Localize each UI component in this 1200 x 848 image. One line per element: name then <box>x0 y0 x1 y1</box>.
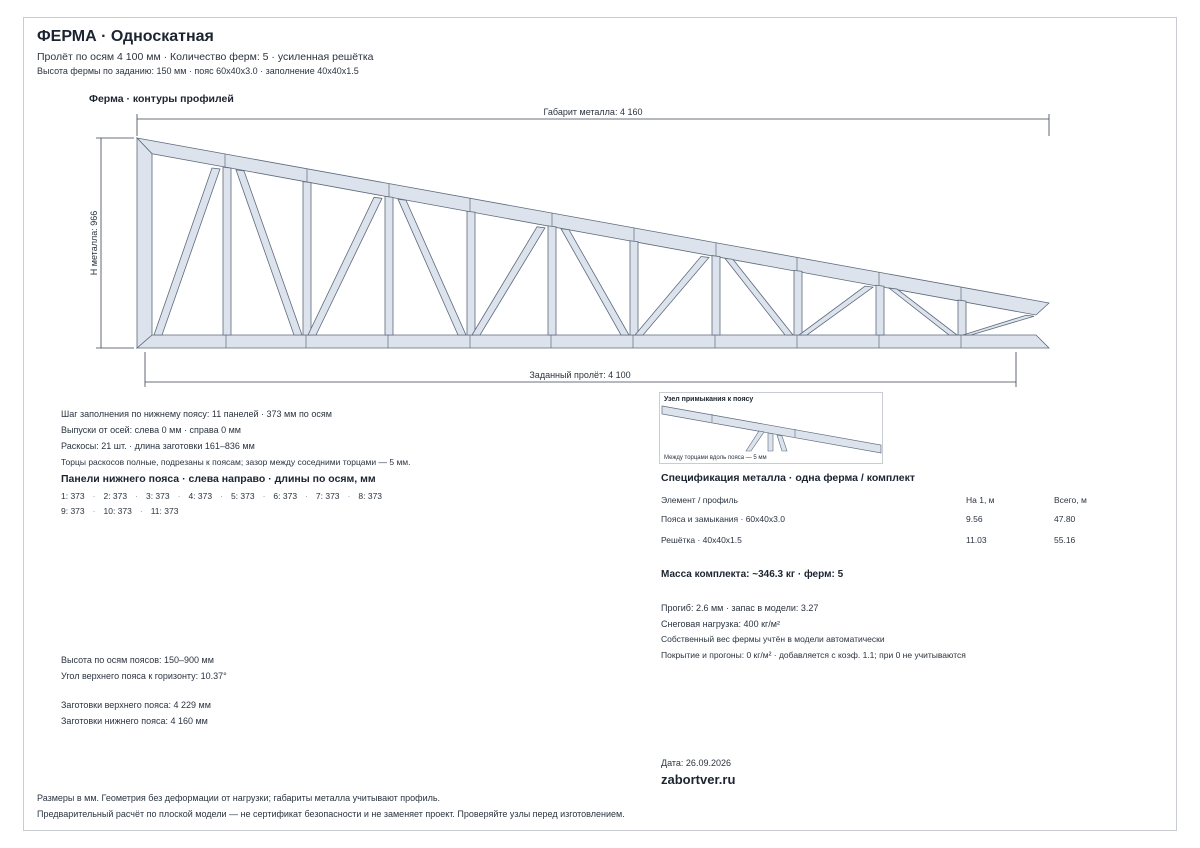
top-chord-angle: Угол верхнего пояса к горизонту: 10.37° <box>61 671 227 681</box>
diagonal-member <box>635 256 709 335</box>
panel-length: 4: 373 <box>188 491 213 501</box>
vertical-member <box>223 167 231 335</box>
vertical-member <box>385 196 393 335</box>
dim-left-label: Н металла: 966 <box>89 210 99 276</box>
table-row <box>661 508 1101 529</box>
vertical-member <box>958 300 966 335</box>
bottom-chord <box>137 335 1049 348</box>
footer-note-disclaimer: Предварительный расчёт по плоской модели — не сертификат безопасности и не заменяет проект. Проверяйте узлы перед изготовлением. <box>37 809 625 819</box>
diagonal-member <box>799 286 873 335</box>
panel-length: 5: 373 <box>230 491 255 501</box>
truss-drawing <box>0 0 1200 400</box>
table-row <box>661 529 1101 550</box>
separator: · <box>305 491 308 501</box>
self-weight-note: Собственный вес фермы учтён в модели автоматически <box>661 634 885 644</box>
vertical-member <box>794 270 802 335</box>
chord-heights: Высота по осям поясов: 150–900 мм <box>61 655 214 665</box>
page-title: ФЕРМА · Односкатная <box>37 28 214 45</box>
separator: · <box>262 491 266 501</box>
spec-cell: 55.16 <box>1054 534 1076 545</box>
vertical-member <box>630 241 638 335</box>
truss-members <box>137 138 1049 348</box>
diagonal-member <box>472 227 545 335</box>
separator: · <box>139 506 143 516</box>
separator: · <box>92 506 96 516</box>
spec-cell: Пояса и замыкания · 60x40x3.0 <box>661 513 785 524</box>
separator: · <box>177 491 181 501</box>
spec-cell: 9.56 <box>966 513 983 524</box>
panels-row-1 <box>61 489 382 504</box>
snow-load: Снеговая нагрузка: 400 кг/м² <box>661 619 780 629</box>
panels-row-2 <box>61 504 382 519</box>
diagonal-member <box>398 199 466 335</box>
end-post <box>137 138 152 348</box>
spec-col-total: Всего, м <box>1054 495 1087 505</box>
dim-top-label: Габарит металла: 4 160 <box>543 107 643 117</box>
node-detail-inset <box>659 392 883 464</box>
deflection: Прогиб: 2.6 мм · запас в модели: 3.27 <box>661 603 819 613</box>
spec-header-row <box>661 492 1101 508</box>
spec-cell: 11.03 <box>966 534 987 545</box>
vertical-member <box>467 211 475 335</box>
infill-step: Шаг заполнения по нижнему поясу: 11 панелей · 373 мм по осям <box>61 409 332 419</box>
vertical-member <box>876 285 884 335</box>
separator: · <box>347 491 351 501</box>
header-summary: Пролёт по осям 4 100 мм · Количество ферм: 5 · усиленная решётка <box>37 51 374 63</box>
diagonal-member <box>963 315 1034 335</box>
panel-length: 7: 373 <box>315 491 340 501</box>
panel-length: 1: 373 <box>61 491 85 501</box>
separator: · <box>220 491 223 501</box>
panels-list <box>61 489 382 519</box>
top-chord-blanks: Заготовки верхнего пояса: 4 229 мм <box>61 700 211 710</box>
overhangs: Выпуски от осей: слева 0 мм · справа 0 мм <box>61 425 241 435</box>
inset-title: Узел примыкания к поясу <box>664 396 754 403</box>
dim-bottom-label: Заданный пролёт: 4 100 <box>529 370 631 380</box>
diagonal-member <box>308 197 382 335</box>
panel-length: 10: 373 <box>103 506 132 516</box>
spec-col-element: Элемент / профиль <box>661 495 738 505</box>
diagonal-member <box>154 168 220 335</box>
panel-length: 6: 373 <box>273 491 298 501</box>
kit-mass: Масса комплекта: ~346.3 кг · ферм: 5 <box>661 569 844 580</box>
footer-note-dimensions: Размеры в мм. Геометрия без деформации от нагрузки; габариты металла учитывают профиль. <box>37 793 441 803</box>
vertical-member <box>303 182 311 335</box>
separator: · <box>135 491 138 501</box>
panel-length: 9: 373 <box>61 506 85 516</box>
diagonal-member <box>236 170 302 335</box>
braces-info: Раскосы: 21 шт. · длина заготовки 161–836 мм <box>61 441 255 451</box>
brace-ends-note: Торцы раскосов полные, подрезаны к поясам; зазор между соседними торцами — 5 мм. <box>61 457 411 467</box>
diagonal-member <box>725 258 793 335</box>
diagonal-member <box>561 229 629 335</box>
drawing-title: Ферма · контуры профилей <box>89 93 234 105</box>
inset-caption: Между торцами вдоль пояса — 5 мм <box>664 455 767 461</box>
panel-length: 3: 373 <box>145 491 170 501</box>
site-link[interactable]: zabortver.ru <box>661 772 736 787</box>
date: Дата: 26.09.2026 <box>661 758 731 768</box>
spec-cell: 47.80 <box>1054 513 1076 524</box>
roofing-note: Покрытие и прогоны: 0 кг/м² · добавляется с коэф. 1.1; при 0 не учитываются <box>661 650 966 660</box>
spec-cell: Решётка · 40x40x1.5 <box>661 534 742 545</box>
spec-table <box>661 492 1101 550</box>
panels-title: Панели нижнего пояса · слева направо · длины по осям, мм <box>61 473 376 485</box>
header-profiles: Высота фермы по заданию: 150 мм · пояс 60x40x3.0 · заполнение 40x40x1.5 <box>37 66 359 76</box>
vertical-member <box>712 256 720 335</box>
top-chord <box>137 138 1049 315</box>
panel-length: 11: 373 <box>150 506 179 516</box>
spec-col-per-one: На 1, м <box>966 495 995 505</box>
panel-length: 2: 373 <box>103 491 128 501</box>
vertical-member <box>548 226 556 335</box>
panel-length: 8: 373 <box>358 491 383 501</box>
bottom-chord-blanks: Заготовки нижнего пояса: 4 160 мм <box>61 716 208 726</box>
inset-drawing <box>660 393 882 463</box>
separator: · <box>92 491 96 501</box>
spec-title: Спецификация металла · одна ферма / комплект <box>661 472 916 484</box>
